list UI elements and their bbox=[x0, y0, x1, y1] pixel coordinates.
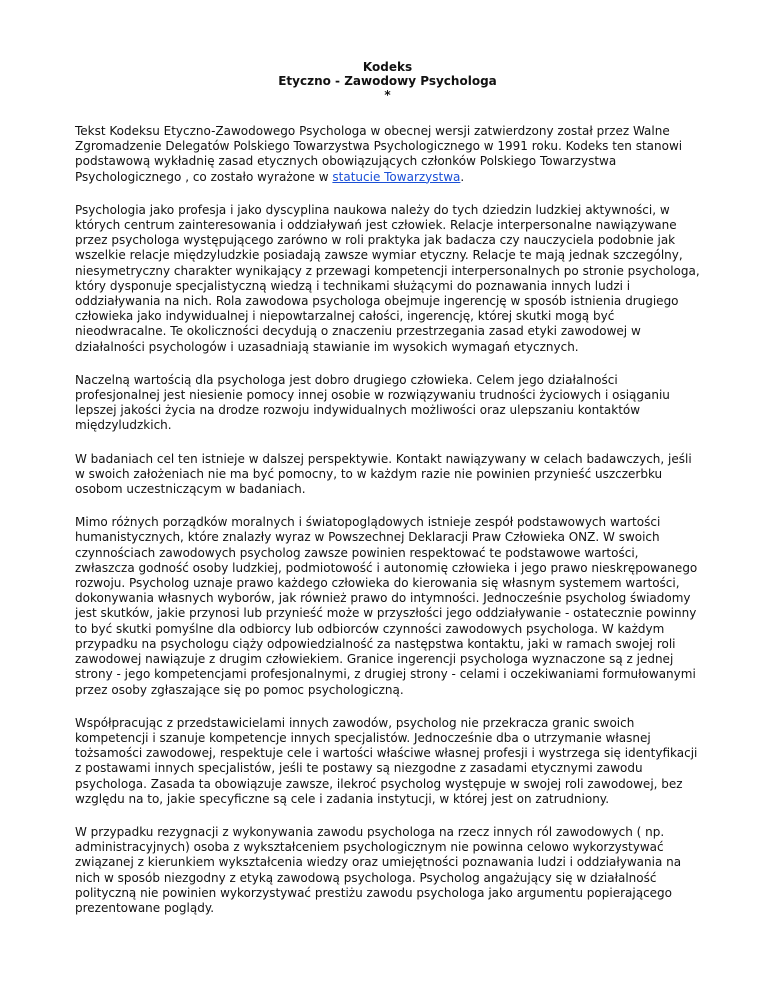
document-title bbox=[75, 60, 700, 102]
paragraph-research: W badaniach cel ten istnieje w dalszej perspektywie. Kontakt nawiązywany w celach badawczych, jeśli w swoich założeniach nie ma być pomocny, to w każdym razie nie powinien przynieść uszczerbku osobom uczestniczącym w badaniach. bbox=[75, 451, 692, 497]
title-line-kodeks: Kodeks bbox=[362, 60, 413, 74]
paragraph-human-values: Mimo różnych porządków moralnych i światopoglądowych istnieje zespół podstawowych wartości humanistycznych, które znalazły wyraz w Powszechnej Deklaracji Praw Człowieka ONZ. W swoich czynnościach zawodowych psycholog zawsze powinien respektować te podstawowe wartości, zwłaszcza godność osoby ludzkiej, podmiotowość i autonomię człowieka i jego prawo nieskrępowanego rozwoju. Psycholog uznaje prawo każdego człowieka do kierowania się własnym systemem wartości, dokonywania własnych wyborów, jak również prawo do intymności. Jednocześnie psycholog świadomy jest skutków, jakie przynosi lub przynieść może w przyszłości jego oddziaływanie - ostatecznie powinny to być skutki pomyślne dla odbiorcy lub odbiorców czynności zawodowych psychologa. W każdym przypadku na psychologu ciąży odpowiedzialność za następstwa kontaktu, jaki w ramach swojej roli zawodowej nawiązuje z drugim człowiekiem. Granice ingerencji psychologa wyznaczone są z jednej strony - jego kompetencjami profesjonalnymi, z drugiej strony - celami i oczekiwaniami formułowanymi przez osoby zgłaszające się po pomoc psychologiczną. bbox=[75, 515, 698, 697]
statute-link[interactable]: statucie Towarzystwa bbox=[332, 169, 461, 184]
paragraph-other-roles: W przypadku rezygnacji z wykonywania zawodu psychologa na rzecz innych ról zawodowych ( np. administracyjnych) osoba z wykształceniem psychologicznym nie powinna celowo wykorzystywać związanej z kierunkiem wykształcenia wiedzy oraz umiejętności poznawania ludzi i oddziaływania na nich w sposób niezgodny z etyką zawodową psychologa. Psycholog angażujący się w działalność polityczną nie powinien wykorzystywać prestiżu zawodu psychologa jako argumentu popierającego prezentowane poglądy. bbox=[75, 824, 682, 915]
paragraph-psychology-profession: Psychologia jako profesja i jako dyscyplina naukowa należy do tych dziedzin ludzkiej aktywności, w których centrum zainteresowania i oddziaływań jest człowiek. Relacje interpersonalne nawiązywane przez psychologa występującego zarówno w roli praktyka jak badacza czy nauczyciela podobnie jak wszelkie relacje międzyludzkie posiadają zawsze wymiar etyczny. Relacje te mają jednak szczególny, niesymetryczny charakter wynikający z przewagi kompetencji interpersonalnych po stronie psychologa, który dysponuje specjalistyczną wiedzą i technikami służącymi do poznawania innych ludzi i oddziaływania na nich. Rola zawodowa psychologa obejmuje ingerencję w sposób istnienia drugiego człowieka jako indywidualnej i niepowtarzalnej całości, ingerencję, której skutki mogą być nieodwracalne. Te okoliczności decydują o znaczeniu przestrzegania zasad etyki zawodowej w działalności psychologów i uzasadniają stawianie im wysokich wymagań etycznych. bbox=[75, 202, 700, 354]
paragraph-core-value: Naczelną wartością dla psychologa jest dobro drugiego człowieka. Celem jego działalności profesjonalnej jest niesienie pomocy innej osobie w rozwiązywaniu trudności życiowych i osiąganiu lepszej jakości życia na drodze rozwoju indywidualnych możliwości oraz ulepszaniu kontaktów międzyludzkich. bbox=[75, 372, 670, 433]
title-asterisk: * bbox=[384, 88, 391, 102]
document-page bbox=[75, 60, 700, 934]
intro-text: Tekst Kodeksu Etyczno-Zawodowego Psychologa w obecnej wersji zatwierdzony został przez Walne Zgromadzenie Delegatów Polskiego Towarzystwa Psychologicznego w 1991 roku. Kodeks ten stanowi podstawową wykładnię zasad etycznych obowiązujących członków Polskiego Towarzystwa Psychologicznego , co zostało wyrażone w bbox=[75, 124, 683, 184]
title-line-subtitle: Etyczno - Zawodowy Psychologa bbox=[278, 74, 497, 88]
intro-paragraph bbox=[75, 124, 700, 185]
intro-text-end: . bbox=[460, 169, 465, 184]
paragraph-cooperation: Współpracując z przedstawicielami innych zawodów, psycholog nie przekracza granic swoich kompetencji i szanuje kompetencje innych specjalistów. Jednocześnie dba o utrzymanie własnej tożsamości zawodowej, respektuje cele i wartości właściwe własnej profesji i wystrzega się identyfikacji z postawami innych specjalistów, jeśli te postawy są niezgodne z zasadami etycznymi zawodu psychologa. Zasada ta obowiązuje zawsze, ilekroć psycholog występuje w swojej roli zawodowej, bez względu na to, jakie specyficzne są cele i zadania instytucji, w której jest on zatrudniony. bbox=[75, 715, 698, 806]
